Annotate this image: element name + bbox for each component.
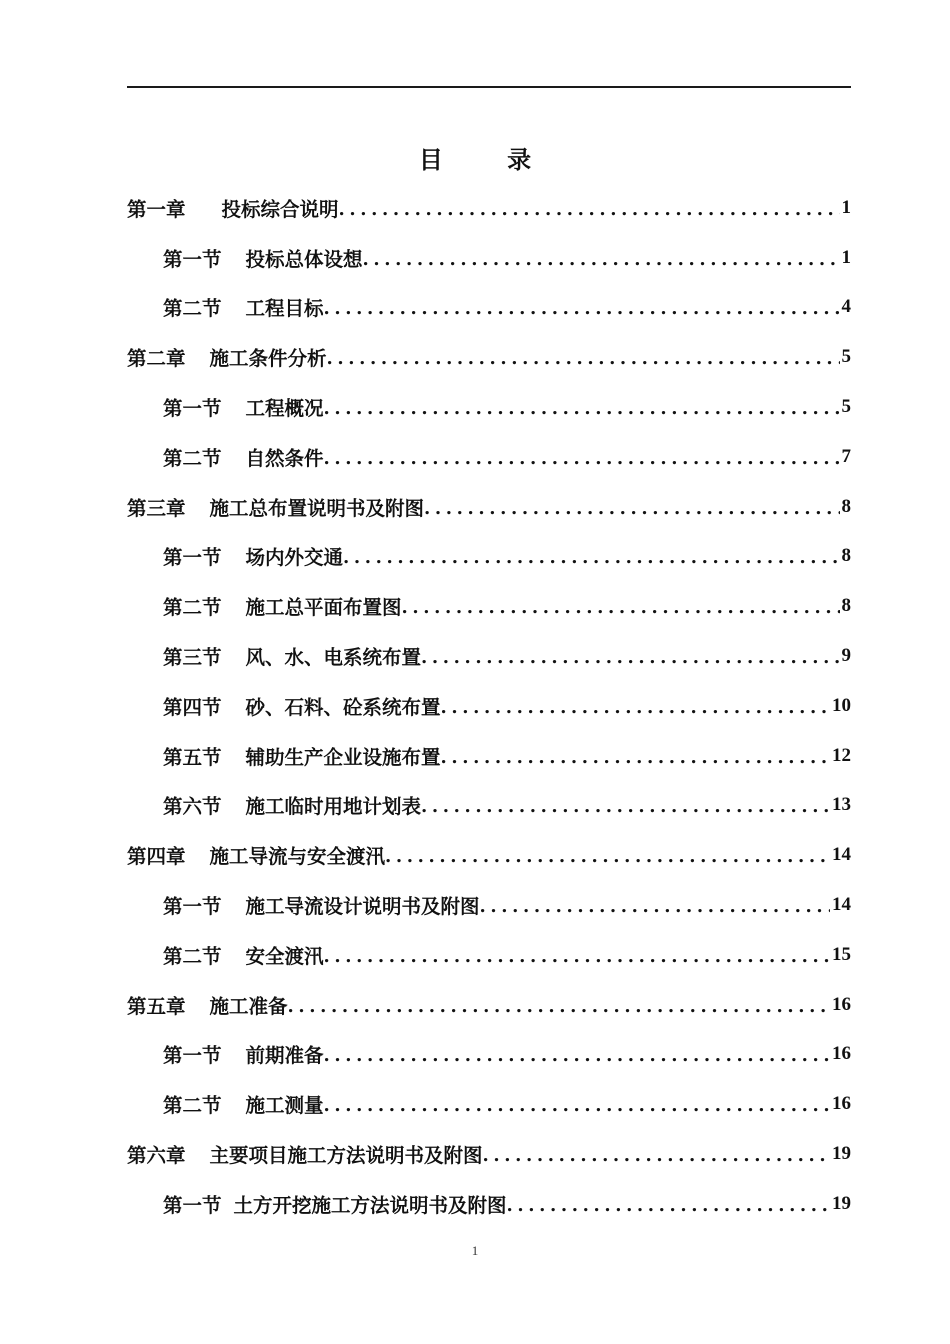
toc-number: 第四章 — [127, 845, 186, 869]
toc-section-3-5[interactable] — [127, 731, 851, 781]
toc-page-number: 1 — [841, 196, 851, 218]
toc-section-3-4[interactable] — [127, 681, 851, 731]
toc-number: 第二节 — [163, 297, 222, 321]
toc-number: 第一章 — [127, 197, 186, 221]
toc-number: 第一节 — [163, 1193, 222, 1217]
toc-title: 砂、石料、砼系统布置 — [245, 695, 441, 719]
toc-section-3-1[interactable] — [127, 532, 851, 582]
toc-chapter-5[interactable] — [127, 980, 851, 1030]
toc-section-4-2[interactable] — [127, 930, 851, 980]
toc-page-number: 8 — [841, 545, 851, 567]
toc-leader-dots — [507, 1193, 830, 1215]
toc-page-number: 13 — [832, 794, 851, 816]
toc-chapter-2[interactable] — [127, 332, 851, 382]
toc-section-5-2[interactable] — [127, 1079, 851, 1129]
toc-section-1-2[interactable] — [127, 283, 851, 333]
toc-leader-dots — [324, 446, 840, 468]
toc-leader-dots — [480, 894, 830, 916]
toc-section-1-1[interactable] — [127, 233, 851, 283]
toc-leader-dots — [441, 695, 830, 717]
toc-number: 第二节 — [163, 1094, 222, 1118]
toc-section-3-3[interactable] — [127, 631, 851, 681]
toc-leader-dots — [324, 396, 840, 418]
toc-leader-dots — [324, 1043, 830, 1065]
toc-title: 场内外交通 — [245, 546, 344, 570]
toc-chapter-3[interactable] — [127, 482, 851, 532]
toc-page-number: 10 — [832, 694, 851, 716]
toc-section-3-2[interactable] — [127, 581, 851, 631]
toc-number: 第四节 — [163, 695, 222, 719]
toc-leader-dots — [402, 595, 840, 617]
toc-title: 自然条件 — [245, 446, 324, 470]
toc-page-number: 19 — [832, 1192, 851, 1214]
toc-page-number: 5 — [841, 346, 851, 368]
toc-title: 施工条件分析 — [209, 347, 327, 371]
toc-number: 第二章 — [127, 347, 186, 371]
toc-leader-dots — [324, 1093, 830, 1115]
toc-page-number: 1 — [841, 246, 851, 268]
toc-page-number: 19 — [832, 1143, 851, 1165]
toc-page-number: 7 — [841, 445, 851, 467]
toc-page-number: 8 — [841, 495, 851, 517]
toc-number: 第三节 — [163, 646, 222, 670]
toc-number: 第一节 — [163, 247, 222, 271]
toc-leader-dots — [288, 994, 830, 1016]
toc-title: 前期准备 — [245, 1044, 324, 1068]
toc-chapter-6[interactable] — [127, 1129, 851, 1179]
toc-number: 第二节 — [163, 944, 222, 968]
header-rule — [127, 86, 851, 88]
toc-leader-dots — [343, 545, 839, 567]
toc-number: 第一节 — [163, 1044, 222, 1068]
toc-title: 投标总体设想 — [245, 247, 363, 271]
toc-title: 工程目标 — [245, 297, 324, 321]
toc-title: 施工总布置说明书及附图 — [209, 496, 425, 520]
toc-page-number: 12 — [832, 744, 851, 766]
toc-leader-dots — [385, 844, 830, 866]
toc-number: 第二节 — [163, 596, 222, 620]
page-title: 目 录 — [418, 145, 560, 174]
toc-page-number: 14 — [832, 894, 851, 916]
toc-title: 工程概况 — [245, 397, 324, 421]
page-number: 1 — [471, 1243, 479, 1258]
toc-page-number: 9 — [841, 645, 851, 667]
toc-page-number: 16 — [832, 1043, 851, 1065]
toc-section-2-2[interactable] — [127, 432, 851, 482]
toc-section-6-1[interactable] — [127, 1179, 851, 1229]
toc-leader-dots — [421, 794, 830, 816]
toc-title: 辅助生产企业设施布置 — [245, 745, 441, 769]
toc-title: 安全渡汛 — [245, 944, 324, 968]
toc-number: 第六章 — [127, 1144, 186, 1168]
toc-title: 施工导流设计说明书及附图 — [245, 895, 480, 919]
toc-leader-dots — [424, 496, 839, 518]
toc-title: 施工测量 — [245, 1094, 324, 1118]
toc-title: 施工导流与安全渡汛 — [209, 845, 386, 869]
toc-number: 第一节 — [163, 397, 222, 421]
toc-chapter-1[interactable] — [127, 183, 851, 233]
toc-page-number: 16 — [832, 1093, 851, 1115]
toc-section-4-1[interactable] — [127, 880, 851, 930]
toc-leader-dots — [363, 247, 840, 269]
toc-section-3-6[interactable] — [127, 781, 851, 831]
toc-section-5-1[interactable] — [127, 1030, 851, 1080]
toc-number: 第六节 — [163, 795, 222, 819]
toc-number: 第一节 — [163, 895, 222, 919]
toc-title: 土方开挖施工方法说明书及附图 — [233, 1193, 507, 1217]
toc-number: 第五章 — [127, 994, 186, 1018]
toc-title: 投标综合说明 — [221, 197, 339, 221]
toc-page-number: 5 — [841, 396, 851, 418]
toc-leader-dots — [441, 745, 830, 767]
toc-title: 施工临时用地计划表 — [245, 795, 422, 819]
toc-title: 风、水、电系统布置 — [245, 646, 422, 670]
toc-leader-dots — [483, 1143, 830, 1165]
table-of-contents — [127, 183, 851, 1229]
toc-leader-dots — [324, 944, 830, 966]
toc-page-number: 8 — [841, 595, 851, 617]
toc-page-number: 15 — [832, 943, 851, 965]
toc-title: 施工总平面布置图 — [245, 596, 402, 620]
toc-section-2-1[interactable] — [127, 382, 851, 432]
toc-number: 第一节 — [163, 546, 222, 570]
toc-title: 施工准备 — [209, 994, 288, 1018]
toc-page-number: 16 — [832, 993, 851, 1015]
toc-leader-dots — [327, 346, 840, 368]
toc-page-number: 14 — [832, 844, 851, 866]
toc-number: 第二节 — [163, 446, 222, 470]
toc-page-number: 4 — [841, 296, 851, 318]
toc-leader-dots — [324, 296, 840, 318]
toc-title: 主要项目施工方法说明书及附图 — [209, 1144, 483, 1168]
toc-number: 第五节 — [163, 745, 222, 769]
toc-leader-dots — [339, 197, 840, 219]
toc-leader-dots — [421, 645, 839, 667]
toc-chapter-4[interactable] — [127, 830, 851, 880]
toc-number: 第三章 — [127, 496, 186, 520]
